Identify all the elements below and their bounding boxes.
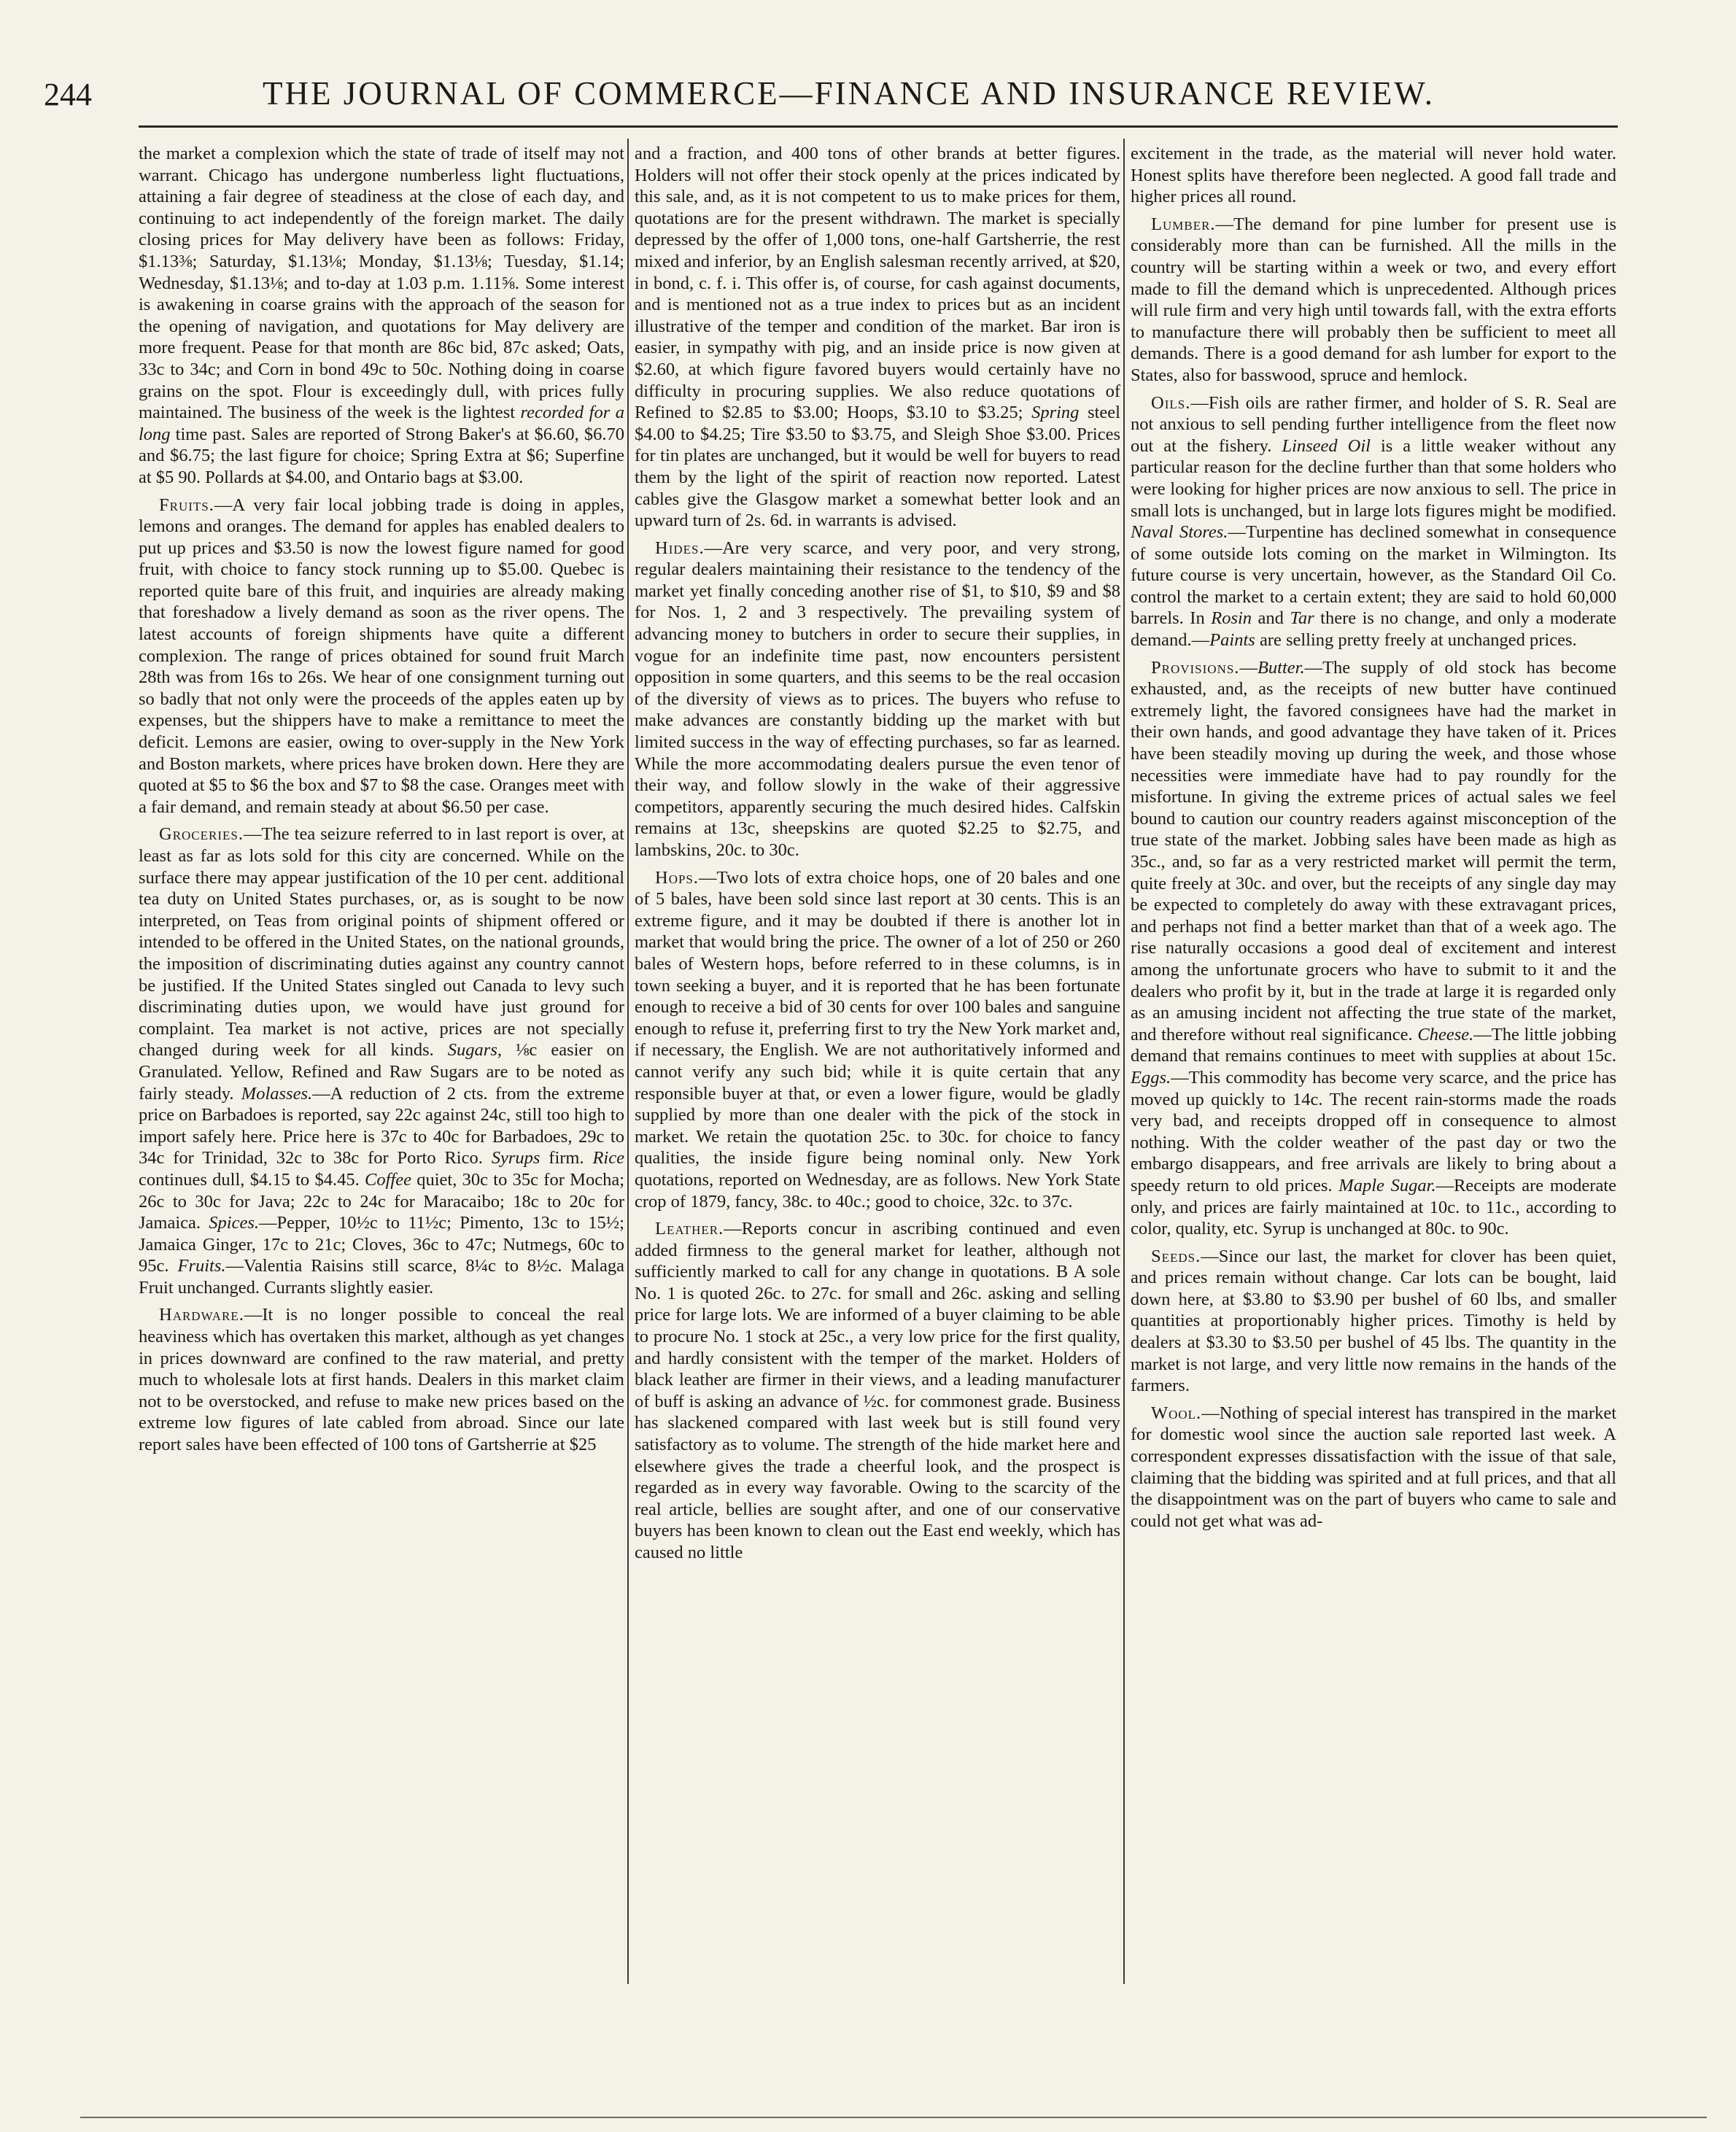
text-run: quiet, 30c to 35c for Mocha; 26c to 30c for Java; 22c to 24c for Maracaibo; 18c to 20c for Jamaica. — [139, 1169, 624, 1233]
text-run: are selling pretty freely at unchanged prices. — [1255, 630, 1577, 651]
text-run: Sugars, — [447, 1040, 502, 1061]
text-run: time past. Sales are reported of Strong Baker's at $6.60, $6.70 and $6.75; the last figure for choice; Spring Extra at $6; Superfine at $5 90. Pollards at $4.00, and Ontario bags at $3.00. — [139, 424, 624, 487]
text-run: —Pepper, 10½c to 11½c; Pimento, 13c to 15½; Jamaica Ginger, 17c to 21c; Cloves, 36c to 47c; Nutmegs, 60c to 95c. — [139, 1213, 624, 1276]
text-run: Paints — [1209, 630, 1255, 651]
text-run: steel $4.00 to $4.25; Tire $3.50 to $3.75, and Sleigh Shoe $3.00. Prices for tin plates are unchanged, but it would be well for buyers to read them by the light of the spirit of reaction now reported. Latest cables give the Glasgow market a somewhat better look and an upward turn of 2s. 6d. in warrants is advised. — [635, 403, 1120, 531]
section-heading: Groceries. — [159, 824, 244, 845]
article-paragraph — [1131, 143, 1616, 208]
column-divider — [1123, 139, 1125, 1984]
text-run: recorded for a long — [139, 403, 624, 444]
text-run: —The little jobbing demand that remains continues to meet with supplies at about 15c. — [1131, 1024, 1616, 1066]
section-heading: Wool. — [1151, 1403, 1202, 1423]
text-run: —The demand for pine lumber for present use is considerably more than can be furnished. All the mills in the country will be starting within a week or two, and every effort made to fill the demand which is unprecedented. Although prices will rule firm and very high until towards fall, with the extra efforts to manufacture there will probably then be sufficient to meet all demands. There is a good demand for ash lumber for export to the States, also for basswood, spruce and hemlock. — [1131, 214, 1616, 385]
article-paragraph — [1131, 657, 1616, 1240]
article-paragraph — [139, 823, 624, 1298]
section-heading: Fruits. — [159, 495, 214, 515]
text-column-1 — [139, 143, 624, 1981]
text-run: —Valentia Raisins still scarce, 8¼c to 8½c. Malaga Fruit unchanged. Currants slightly easier. — [139, 1256, 624, 1298]
section-heading: Oils. — [1151, 392, 1191, 413]
article-paragraph — [139, 1304, 624, 1455]
text-run: —Are very scarce, and very poor, and very strong, regular dealers maintaining their resistance to the tendency of the market yet finally conceding another rise of $1, to $10, $9 and $8 for Nos. 1, 2 and 3 respectively. The prevailing system of advancing money to butchers in order to secure their supplies, in vogue for an indefinite time past, now encounters persistent opposition in some quarters, and this seems to be the real occasion of the diversity of views as to prices. The buyers who refuse to make advances are constantly bidding up the market with but limited success in the way of effecting purchases, so far as learned. While the more accommodating dealers pursue the even tenor of their way, and follow slowly in the wake of their aggressive competitors, apparently securing the much desired hides. Calfskin remains at 13c, sheepskins are quoted $2.25 to $2.75, and lambskins, 20c. to 30c. — [635, 538, 1120, 860]
text-run: Butter. — [1257, 657, 1305, 678]
header-rule — [139, 125, 1618, 128]
article-paragraph — [635, 867, 1120, 1213]
text-run: excitement in the trade, as the material will never hold water. Honest splits have therefore been neglected. A good fall trade and higher prices all round. — [1131, 144, 1616, 207]
text-run: Rice — [592, 1148, 624, 1168]
text-run: and — [1252, 608, 1290, 629]
page-header — [44, 70, 1700, 114]
text-run: Syrups — [491, 1148, 540, 1168]
text-run: Cheese. — [1417, 1024, 1474, 1044]
text-run: Spring — [1031, 403, 1080, 423]
text-run: —It is no longer possible to conceal the real heaviness which has overtaken this market, although as yet changes in prices downward are confined to the raw material, and pretty much to wholesale lots at first hands. Dealers in this market claim not to be overstocked, and refuse to make new prices based on the extreme low figures of late cabled from abroad. Since our late report sales have been effected of 100 tons of Gartsherrie at $25 — [139, 1305, 624, 1455]
text-run: —Nothing of special interest has transpired in the market for domestic wool since the auction sale reported last week. A correspondent expresses dissatisfaction with the issue of that sale, claiming that the bidding was spirited and at full prices, and that all the disappointment was on the part of buyers who came to sale and could not get what was ad- — [1131, 1403, 1616, 1531]
text-run: —Turpentine has declined somewhat in consequence of some outside lots coming on the market in Wilmington. Its future course is very uncertain, however, as the Standard Oil Co. control the market to a certain extent; they are said to hold 60,000 barrels. In — [1131, 522, 1616, 629]
article-paragraph — [635, 538, 1120, 861]
text-run: —Fish oils are rather firmer, and holder of S. R. Seal are not anxious to sell pending further intelligence from the fleet now out at the fishery. — [1131, 392, 1616, 456]
section-heading: Lumber. — [1151, 214, 1216, 234]
text-run: Linseed Oil — [1282, 435, 1371, 456]
text-run: —A reduction of 2 cts. from the extreme price on Barbadoes is reported, say 22c against 24c, still too high to import safely here. Price here is 37c to 40c for Barbadoes, 29c to 34c for Trinidad, 32c to 38c for Porto Rico. — [139, 1083, 624, 1168]
text-run: Tar — [1290, 608, 1314, 629]
page-number: 244 — [44, 77, 92, 112]
section-heading: Hops. — [655, 867, 700, 888]
text-run: —Two lots of extra choice hops, one of 20 bales and one of 5 bales, have been sold since last report at 30 cents. This is an extreme figure, and it may be doubted if there is another lot in market that would bring the price. The owner of a lot of 250 or 260 bales of Western hops, before referred to in these columns, is in town seeking a buyer, and it is reported that he has been fortunate enough to receive a bid of 30 cents for over 100 bales and sanguine enough to refuse it, preferring first to try the New York market and, if necessary, the English. We are not authoritatively informed and cannot verify any such bid; while it is quite certain that any responsible buyer at that, or even a lower figure, would be gladly supplied by more than one dealer with the pick of the stock in market. We retain the quotation 25c. to 30c. for choice to fancy qualities, the inside figure being nominal only. New York quotations, reported on Wednesday, are as follows. New York State crop of 1879, fancy, 38c. to 40c.; good to choice, 32c. to 37c. — [635, 867, 1120, 1212]
text-run: —The supply of old stock has become exhausted, and, as the receipts of new butter have continued extremely light, the favored consignees have had the market in their own hands, and good advantage they have taken of it. Prices have been steadily moving up during the week, and those whose necessities were immediate have had to pay roundly for the misfortune. In giving the extreme prices of actual sales we feel bound to caution our country readers against misconception of the true state of the market. Jobbing sales have been made as high as 35c., and, so far as a very restricted market will permit the term, quite freely at 30c. and over, but the receipts of any single day may be expected to completely do away with these extravagant prices, and perhaps not find a better market than that of a week ago. The rise naturally occasions a good deal of excitement and interest among the unfortunate grocers who have to submit to it and the dealers who profit by it, but in the trade at large it is regarded only as an amusing incident not affecting the true state of the market, and therefore without real significance. — [1131, 657, 1616, 1044]
article-paragraph — [139, 143, 624, 489]
text-column-2 — [635, 143, 1120, 1981]
column-divider — [627, 139, 629, 1984]
journal-title: THE JOURNAL OF COMMERCE—FINANCE AND INSURANCE REVIEW. — [263, 75, 1435, 112]
article-paragraph — [635, 143, 1120, 532]
article-paragraph — [635, 1218, 1120, 1564]
footer-rule — [80, 2117, 1707, 2118]
section-heading: Seeds. — [1151, 1246, 1201, 1266]
article-paragraph — [1131, 214, 1616, 387]
article-paragraph — [139, 495, 624, 818]
text-run: —A very fair local jobbing trade is doing in apples, lemons and oranges. The demand for apples has enabled dealers to put up prices and $3.50 is now the lowest figure named for good fruit, with choice to fancy stock running up to $5.00. Quebec is reported quite bare of this fruit, and inquiries are already making that foreshadow a lively demand as soon as the river opens. The latest accounts of foreign shipments have quite a different complexion. The range of prices obtained for sound fruit March 28th was from 16s to 26s. We hear of one consignment turning out so badly that not only were the proceeds of the apples eaten up by expenses, but the shippers have to make a remittance to meet the deficit. Lemons are easier, owing to over-supply in the New York and Boston markets, where prices have broken down. Here they are quoted at $5 to $6 the box and $7 to $8 the case. Oranges meet with a fair demand, and remain steady at about $6.50 per case. — [139, 495, 624, 817]
text-run: —This commodity has become very scarce, and the price has moved up quickly to 14c. The recent rain-storms made the roads very bad, and receipts dropped off in consequence to almost nothing. With the colder weather of the past day or two the embargo disappears, and free arrivals are likely to bring about a speedy return to old prices. — [1131, 1067, 1616, 1195]
section-heading: Hardware. — [159, 1305, 244, 1325]
text-run: and a fraction, and 400 tons of other brands at better figures. Holders will not offer their stock openly at the prices indicated by this sale, and, as it is not competent to us to make prices for them, quotations are for the present withdrawn. The market is specially depressed by the offer of 1,000 tons, one-half Gartsherrie, the rest mixed and inferior, by an English salesman recently arrived, at $20, in bond, c. f. i. This offer is, of course, for cash against documents, and is mentioned not as a true index to prices but as an incident illustrative of the temper and condition of the market. Bar iron is easier, in sympathy with pig, and an inside price is now given at $2.60, at which figure favored buyers would certainly have no difficulty in procuring supplies. We also reduce quotations of Refined to $2.85 to $3.00; Hoops, $3.10 to $3.25; — [635, 144, 1120, 423]
text-run: Maple Sugar. — [1338, 1175, 1436, 1195]
text-run: is a little weaker without any particular reason for the decline further than that some holders who were looking for higher prices are now anxious to sell. The price in small lots is unchanged, but in large lots figures might be modified. — [1131, 435, 1616, 521]
text-run: —Reports concur in ascribing continued and even added firmness to the general market for leather, although not sufficiently marked to call for any change in quotations. B A sole No. 1 is quoted 26c. to 27c. for small and 26c. asking and selling price for large lots. We are informed of a buyer claiming to be able to procure No. 1 stock at 25c., a very low price for the first quality, and hardly consistent with the temper of the market. Holders of black leather are firmer in their views, and a leading manufacturer of buff is asking an advance of ½c. for commonest grade. Business has slackened compared with last week but is still found very satisfactory as to volume. The strength of the hide market here and elsewhere gives the trade a cheerful look, and the prospect is regarded as in every way favorable. Owing to the scarcity of the real article, bellies are sought after, and one of our conservative buyers has been known to clean out the East end weekly, which has caused no little — [635, 1219, 1120, 1562]
text-column-3 — [1131, 143, 1616, 1981]
text-run: —Since our last, the market for clover has been quiet, and prices remain without change. Car lots can be bought, laid down here, at $3.80 to $3.90 per bushel of 60 lbs, and smaller quantities at proportionably higher prices. Timothy is held by dealers at $3.30 to $3.50 per bushel of 45 lbs. The quantity in the market is not large, and very little now remains in the hands of the farmers. — [1131, 1246, 1616, 1396]
text-run: continues dull, $4.15 to $4.45. — [139, 1169, 365, 1190]
text-run: there is no change, and only a moderate demand.— — [1131, 608, 1616, 651]
text-run: Fruits. — [177, 1256, 226, 1276]
text-run: —The tea seizure referred to in last report is over, at least as far as lots sold for this city are concerned. While on the surface there may appear justification of the 10 per cent. additional tea duty on United States purchases, or, as is sought to be now interpreted, on Teas from original points of shipment offered or intended to be offered in the United States, on the national grounds, the imposition of discriminating duties against any country cannot be justified. If the United States singled out Canada to levy such discriminating duties upon, we would have just ground for complaint. Tea market is not active, prices are not specially changed during week for all kinds. — [139, 824, 624, 1061]
text-run: Spices. — [209, 1213, 260, 1233]
section-heading: Hides. — [655, 538, 705, 558]
text-run: —Receipts are moderate only, and prices are fairly maintained at 10c. to 11c., according to color, quality, etc. Syrup is unchanged at 80c. to 90c. — [1131, 1175, 1616, 1239]
text-run: Naval Stores. — [1131, 522, 1228, 543]
text-run: ⅛c easier on Granulated. Yellow, Refined and Raw Sugars are to be noted as fairly steady. — [139, 1040, 624, 1104]
section-heading: Provisions. — [1151, 657, 1240, 678]
text-run: Molasses. — [241, 1083, 313, 1104]
text-run: firm. — [540, 1148, 593, 1168]
section-heading: Leather. — [655, 1219, 724, 1239]
article-paragraph — [1131, 1246, 1616, 1397]
text-run: Eggs. — [1131, 1067, 1171, 1088]
text-run: — — [1239, 657, 1258, 678]
article-paragraph — [1131, 392, 1616, 651]
text-run: Coffee — [365, 1169, 411, 1190]
text-run: Rosin — [1211, 608, 1252, 629]
text-run: the market a complexion which the state of trade of itself may not warrant. Chicago has undergone numberless light fluctuations, attaining a fair degree of steadiness at the close of each day, and continuing to act independently of the foreign market. The daily closing prices for May delivery have been as follows: Friday, $1.13⅜; Saturday, $1.13⅛; Monday, $1.13⅛; Tuesday, $1.14; Wednesday, $1.13⅛; and to-day at 1.03 p.m. 1.11⅝. Some interest is awakening in coarse grains with the approach of the season for the opening of navigation, and quotations for May delivery are more frequent. Pease for that month are 86c bid, 87c asked; Oats, 33c to 34c; and Corn in bond 49c to 50c. Nothing doing in coarse grains on the spot. Flour is exceedingly dull, with prices fully maintained. The business of the week is the lightest — [139, 144, 624, 423]
article-paragraph — [1131, 1403, 1616, 1532]
